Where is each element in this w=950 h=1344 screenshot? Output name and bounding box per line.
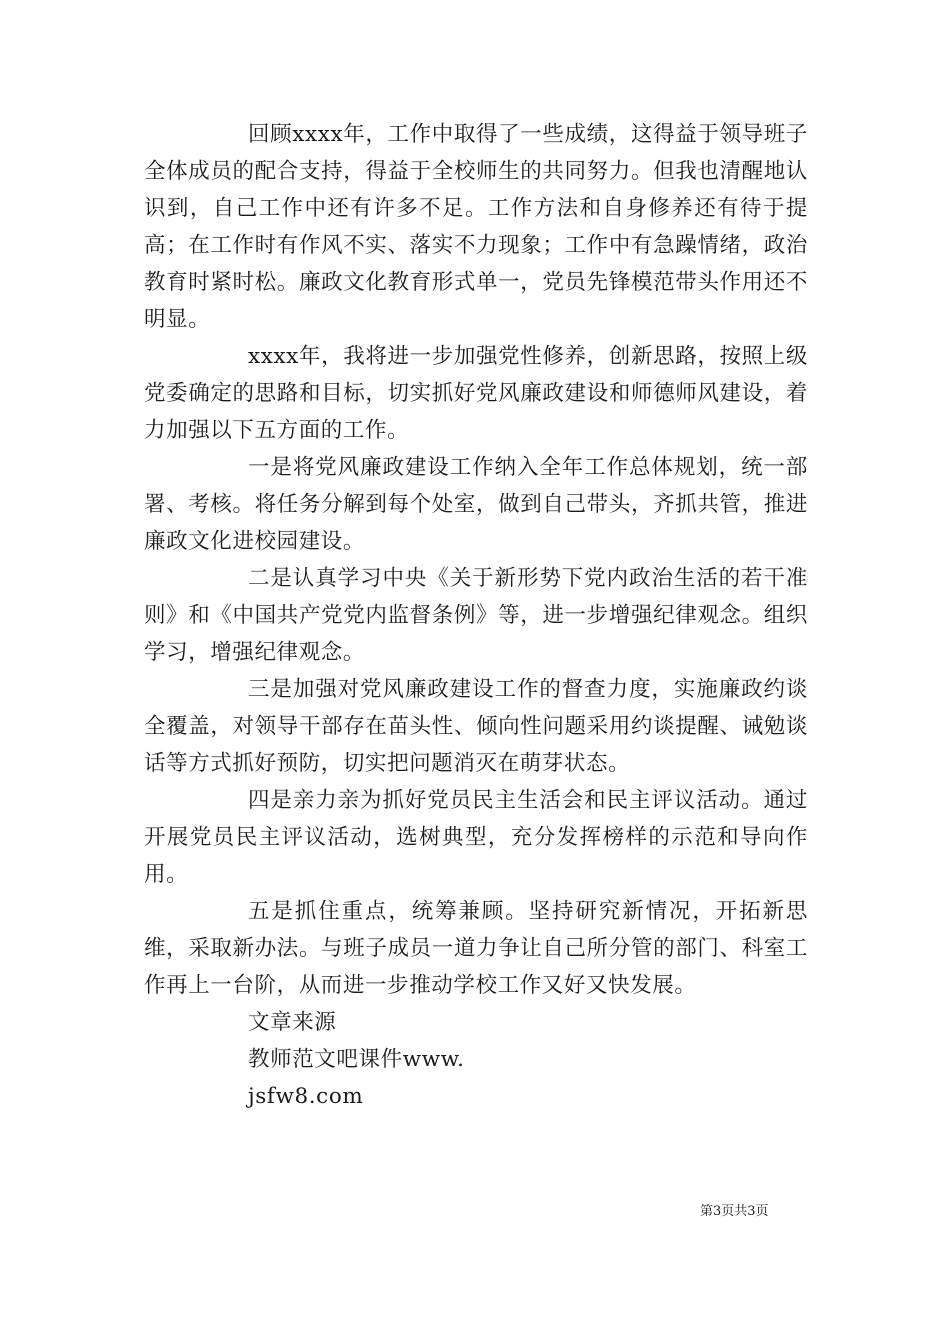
paragraph-plan: xxxx年，我将进一步加强党性修养，创新思路，按照上级党委确定的思路和目标，切实抓好党风廉政建设和师德师风建设，着力加强以下五方面的工作。 xyxy=(144,344,808,443)
paragraph-item-1: 一是将党风廉政建设工作纳入全年工作总体规划，统一部署、考核。将任务分解到每个处室，做到自己带头，齐抓共管，推进廉政文化进校园建设。 xyxy=(144,455,808,554)
paragraph-item-3: 三是加强对党风廉政建设工作的督查力度，实施廉政约谈全覆盖，对领导干部存在苗头性、倾向性问题采用约谈提醒、诫勉谈话等方式抓好预防，切实把问题消灭在萌芽状态。 xyxy=(144,677,808,776)
paragraph-item-2: 二是认真学习中央《关于新形势下党内政治生活的若干准则》和《中国共产党党内监督条例》等，进一步增强纪律观念。组织学习，增强纪律观念。 xyxy=(144,566,808,665)
source-label: 文章来源 xyxy=(248,1010,337,1035)
paragraph-item-4: 四是亲力亲为抓好党员民主生活会和民主评议活动。通过开展党员民主评议活动，选树典型，充分发挥榜样的示范和导向作用。 xyxy=(144,788,808,887)
paragraph-item-5: 五是抓住重点，统筹兼顾。坚持研究新情况，开拓新思维，采取新办法。与班子成员一道力争让自己所分管的部门、科室工作再上一台阶，从而进一步推动学校工作又好又快发展。 xyxy=(144,899,808,998)
paragraph-review: 回顾xxxx年，工作中取得了一些成绩，这得益于领导班子全体成员的配合支持，得益于全校师生的共同努力。但我也清醒地认识到，自己工作中还有许多不足。工作方法和自身修养还有待于提高；在工作时有作风不实、落实不力现象；工作中有急躁情绪，政治教育时紧时松。廉政文化教育形式单一，党员先锋模范带头作用还不明显。 xyxy=(144,122,808,332)
document-body xyxy=(144,116,808,1115)
source-site-line-1: 教师范文吧课件www. xyxy=(248,1047,465,1072)
source-site-line-2: jsfw8.com xyxy=(248,1084,364,1109)
page-number-footer: 第3页共3页 xyxy=(700,1204,769,1219)
